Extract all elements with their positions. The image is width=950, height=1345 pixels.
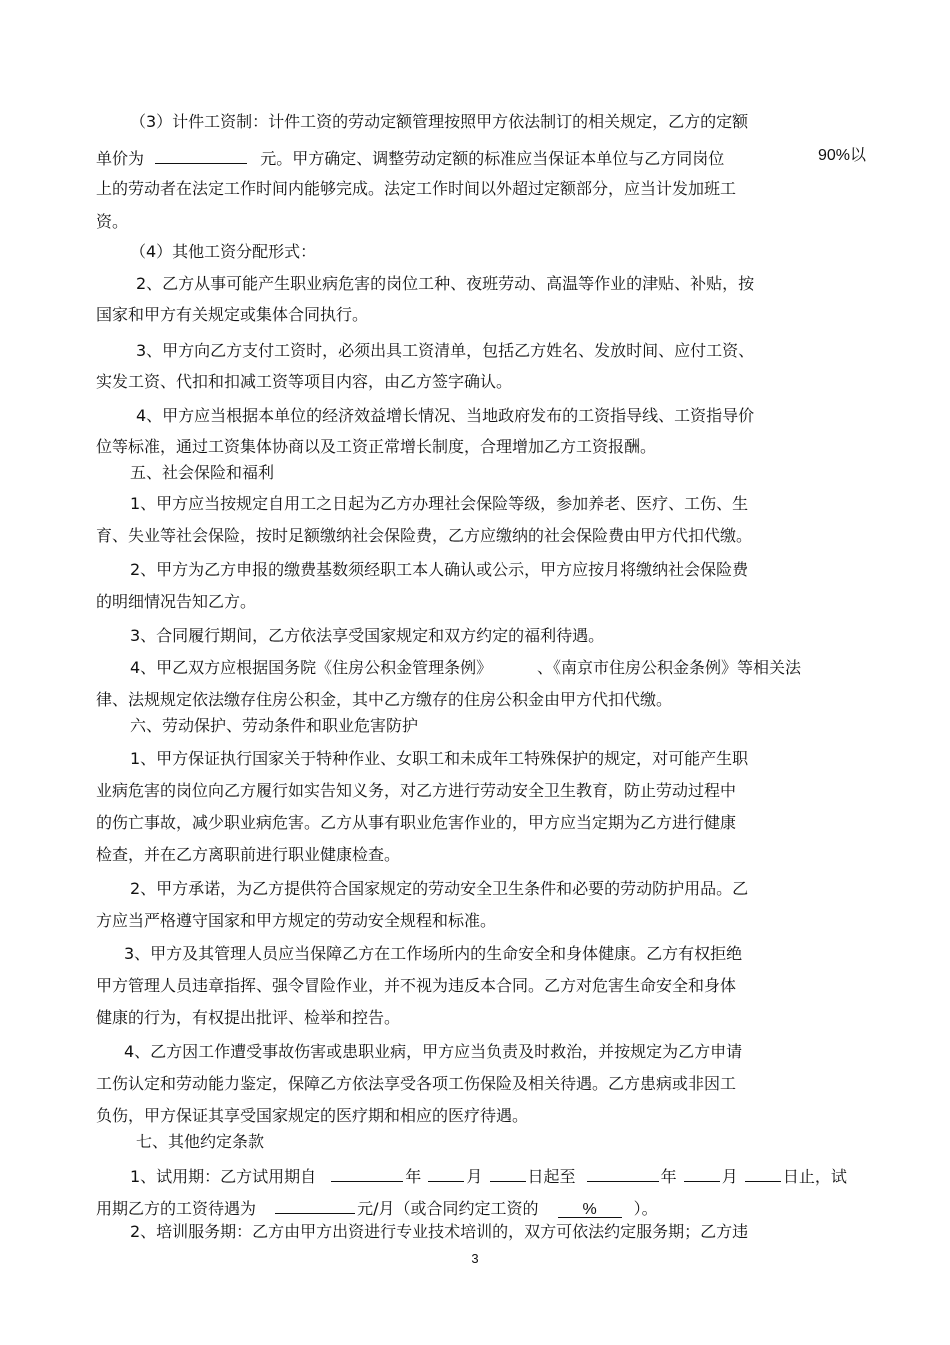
paragraph-piecework-line2: 单价为 元。甲方确定、调整劳动定额的标准应当保证本单位与乙方同岗位 xyxy=(96,145,724,169)
probation-percent-blank[interactable]: % xyxy=(558,1199,622,1218)
section-5-item-1-line1: 1、甲方应当按规定自用工之日起为乙方办理社会保险等级，参加养老、医疗、工伤、生 xyxy=(130,494,749,513)
paragraph-piecework-line4: 资。 xyxy=(96,212,129,231)
section-5-item-4-line1b: 、《南京市住房公积金条例》等相关法 xyxy=(537,658,802,677)
item-2-line2: 国家和甲方有关规定或集体合同执行。 xyxy=(96,305,369,324)
section-6-item-3-line3: 健康的行为，有权提出批评、检举和控告。 xyxy=(96,1008,401,1027)
section-7-heading: 七、其他约定条款 xyxy=(136,1132,265,1151)
page-number: 3 xyxy=(471,1251,479,1266)
probation-wage-blank[interactable] xyxy=(275,1195,355,1214)
item-4-line2: 位等标准，通过工资集体协商以及工资正常增长制度，合理增加乙方工资报酬。 xyxy=(96,437,657,456)
paragraph-other-wage: （4）其他工资分配形式： xyxy=(130,242,317,261)
section-5-item-4-line2: 律、法规规定依法缴存住房公积金，其中乙方缴存的住房公积金由甲方代扣代缴。 xyxy=(96,690,673,709)
section-6-item-2-line2: 方应当严格遵守国家和甲方规定的劳动安全规程和标准。 xyxy=(96,911,497,930)
section-5-item-4-line1a: 4、甲乙双方应根据国务院《住房公积金管理条例》 xyxy=(130,658,493,677)
training-service-line1: 2、培训服务期：乙方由甲方出资进行专业技术培训的，双方可依法约定服务期；乙方违 xyxy=(130,1222,749,1241)
probation-start-day-blank[interactable] xyxy=(490,1163,526,1182)
section-5-item-2-line2: 的明细情况告知乙方。 xyxy=(96,592,257,611)
probation-end-day-blank[interactable] xyxy=(745,1163,781,1182)
section-6-item-3-line2: 甲方管理人员违章指挥、强令冒险作业，并不视为违反本合同。乙方对危害生命安全和身体 xyxy=(96,976,737,995)
section-6-item-1-line1: 1、甲方保证执行国家关于特种作业、女职工和未成年工特殊保护的规定，对可能产生职 xyxy=(130,749,749,768)
section-5-item-3: 3、合同履行期间，乙方依法享受国家规定和双方约定的福利待遇。 xyxy=(130,626,605,645)
probation-start-month-blank[interactable] xyxy=(428,1163,464,1182)
probation-line1: 1、试用期：乙方试用期自 年 月 日起至 年 月 日止，试 xyxy=(130,1163,847,1187)
item-3-line1: 3、甲方向乙方支付工资时，必须出具工资清单，包括乙方姓名、发放时间、应付工资、 xyxy=(136,341,755,360)
unit-price-blank[interactable] xyxy=(155,145,247,164)
paragraph-piecework-line3: 上的劳动者在法定工作时间内能够完成。法定工作时间以外超过定额部分，应当计发加班工 xyxy=(96,179,737,198)
probation-start-year-blank[interactable] xyxy=(331,1163,403,1182)
section-6-item-1-line3: 的伤亡事故，减少职业病危害。乙方从事有职业危害作业的，甲方应当定期为乙方进行健康 xyxy=(96,813,737,832)
item-3-line2: 实发工资、代扣和扣减工资等项目内容，由乙方签字确认。 xyxy=(96,372,513,391)
section-6-item-4-line3: 负伤，甲方保证其享受国家规定的医疗期和相应的医疗待遇。 xyxy=(96,1106,529,1125)
section-6-item-2-line1: 2、甲方承诺，为乙方提供符合国家规定的劳动安全卫生条件和必要的劳动防护用品。乙 xyxy=(130,879,749,898)
item-2-line1: 2、乙方从事可能产生职业病危害的岗位工种、夜班劳动、高温等作业的津贴、补贴，按 xyxy=(136,274,755,293)
section-5-heading: 五、社会保险和福利 xyxy=(130,463,275,482)
percent-90: 90%以 xyxy=(818,147,867,164)
section-5-item-2-line1: 2、甲方为乙方申报的缴费基数须经职工本人确认或公示，甲方应按月将缴纳社会保险费 xyxy=(130,560,749,579)
probation-end-month-blank[interactable] xyxy=(684,1163,720,1182)
section-5-item-1-line2: 育、失业等社会保险，按时足额缴纳社会保险费，乙方应缴纳的社会保险费由甲方代扣代缴。 xyxy=(96,526,753,545)
section-6-item-3-line1: 3、甲方及其管理人员应当保障乙方在工作场所内的生命安全和身体健康。乙方有权拒绝 xyxy=(124,944,743,963)
section-6-heading: 六、劳动保护、劳动条件和职业危害防护 xyxy=(130,716,419,735)
paragraph-piecework-line1: （3）计件工资制：计件工资的劳动定额管理按照甲方依法制订的相关规定，乙方的定额 xyxy=(130,112,749,131)
section-6-item-4-line2: 工伤认定和劳动能力鉴定，保障乙方依法享受各项工伤保险及相关待遇。乙方患病或非因工 xyxy=(96,1074,737,1093)
section-6-item-4-line1: 4、乙方因工作遭受事故伤害或患职业病，甲方应当负责及时救治，并按规定为乙方申请 xyxy=(124,1042,743,1061)
section-6-item-1-line4: 检查，并在乙方离职前进行职业健康检查。 xyxy=(96,845,401,864)
probation-end-year-blank[interactable] xyxy=(587,1163,659,1182)
probation-line2: 用期乙方的工资待遇为 元/月（或合同约定工资的 % ）。 xyxy=(96,1195,658,1219)
section-6-item-1-line2: 业病危害的岗位向乙方履行如实告知义务，对乙方进行劳动安全卫生教育，防止劳动过程中 xyxy=(96,781,737,800)
item-4-line1: 4、甲方应当根据本单位的经济效益增长情况、当地政府发布的工资指导线、工资指导价 xyxy=(136,406,755,425)
